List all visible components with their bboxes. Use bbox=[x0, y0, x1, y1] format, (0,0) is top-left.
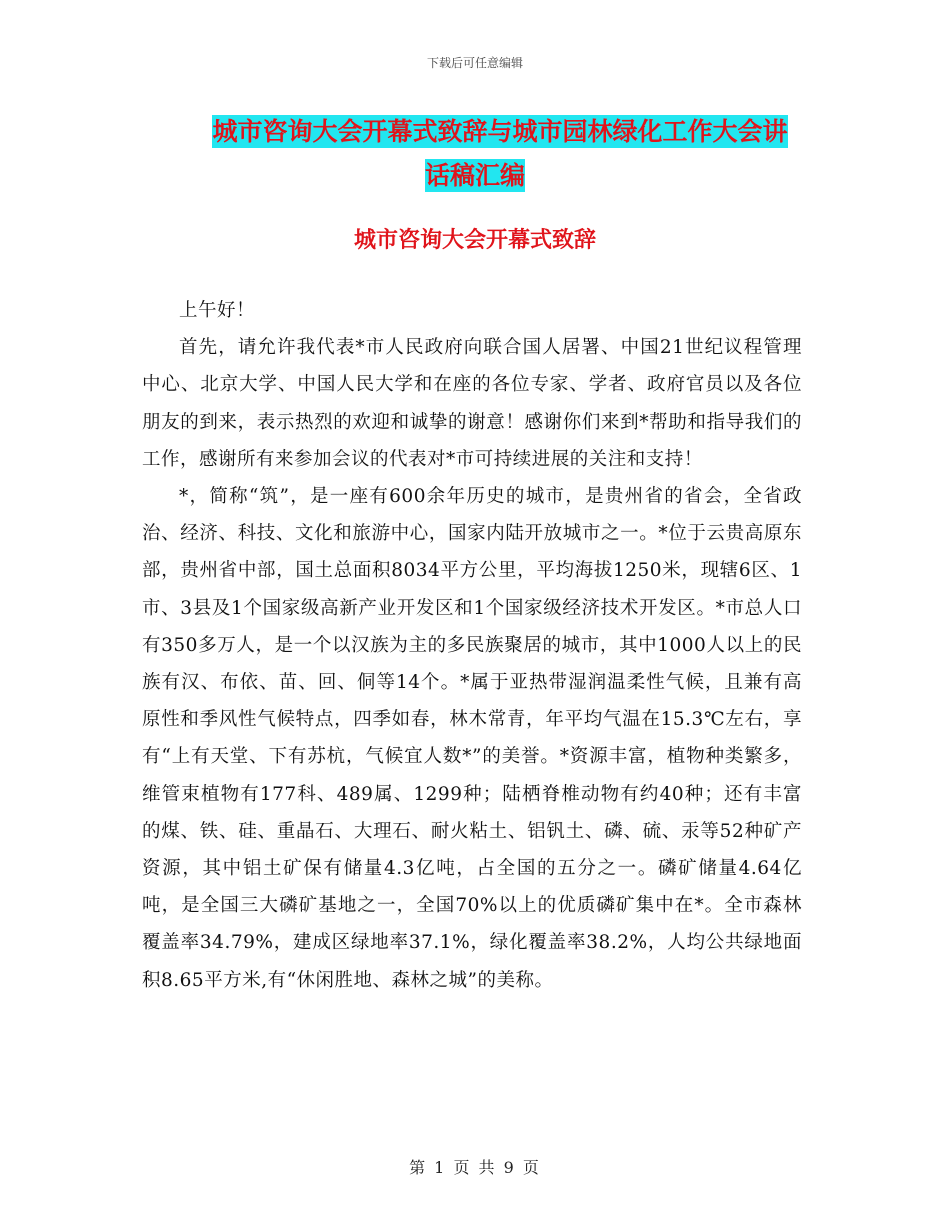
document-title-line-1: 城市咨询大会开幕式致辞与城市园林绿化工作大会讲 bbox=[212, 117, 788, 146]
page-number: 第 1 页 共 9 页 bbox=[409, 1158, 541, 1177]
paragraph-greeting: 上午好！ bbox=[179, 300, 256, 321]
section-title: 城市咨询大会开幕式致辞 bbox=[353, 228, 596, 253]
header-note: 下载后可任意编辑 bbox=[426, 56, 523, 70]
document-title bbox=[0, 110, 950, 198]
paragraph-city-overview: *，简称“筑”，是一座有600余年历史的城市，是贵州省的省会，全省政治、经济、科技、文化和旅游中心，国家内陆开放城市之一。*位于云贵高原东部，贵州省中部，国土总面积8034平方公里，平均海拔1250米，现辖6区、1市、3县及1个国家级高新产业开发区和1个国家级经济技术开发区。*市总人口有350多万人，是一个以汉族为主的多民族聚居的城市，其中1000人以上的民族有汉、布依、苗、回、侗等14个。*属于亚热带湿润温柔性气候，且兼有高原性和季风性气候特点，四季如春，林木常青，年平均气温在15.3℃左右，享有“上有天堂、下有苏杭，气候宜人数*”的美誉。*资源丰富，植物种类繁多，维管束植物有177科、489属、1299种；陆栖脊椎动物有约40种；还有丰富的煤、铁、硅、重晶石、大理石、耐火粘土、铝钒土、磷、硫、汞等52种矿产资源，其中铝土矿保有储量4.3亿吨，占全国的五分之一。磷矿储量4.64亿吨，是全国三大磷矿基地之一，全国70%以上的优质磷矿集中在*。全市森林覆盖率34.79%，建成区绿地率37.1%，绿化覆盖率38.2%，人均公共绿地面积8.65平方米,有“休闲胜地、森林之城”的美称。 bbox=[142, 486, 802, 991]
document-body bbox=[142, 292, 802, 999]
paragraph-welcome: 首先，请允许我代表*市人民政府向联合国人居署、中国21世纪议程管理中心、北京大学、中国人民大学和在座的各位专家、学者、政府官员以及各位朋友的到来，表示热烈的欢迎和诚挚的谢意！感谢你们来到*帮助和指导我们的工作，感谢所有来参加会议的代表对*市可持续进展的关注和支持！ bbox=[142, 337, 802, 470]
document-title-line-2: 话稿汇编 bbox=[424, 161, 525, 190]
